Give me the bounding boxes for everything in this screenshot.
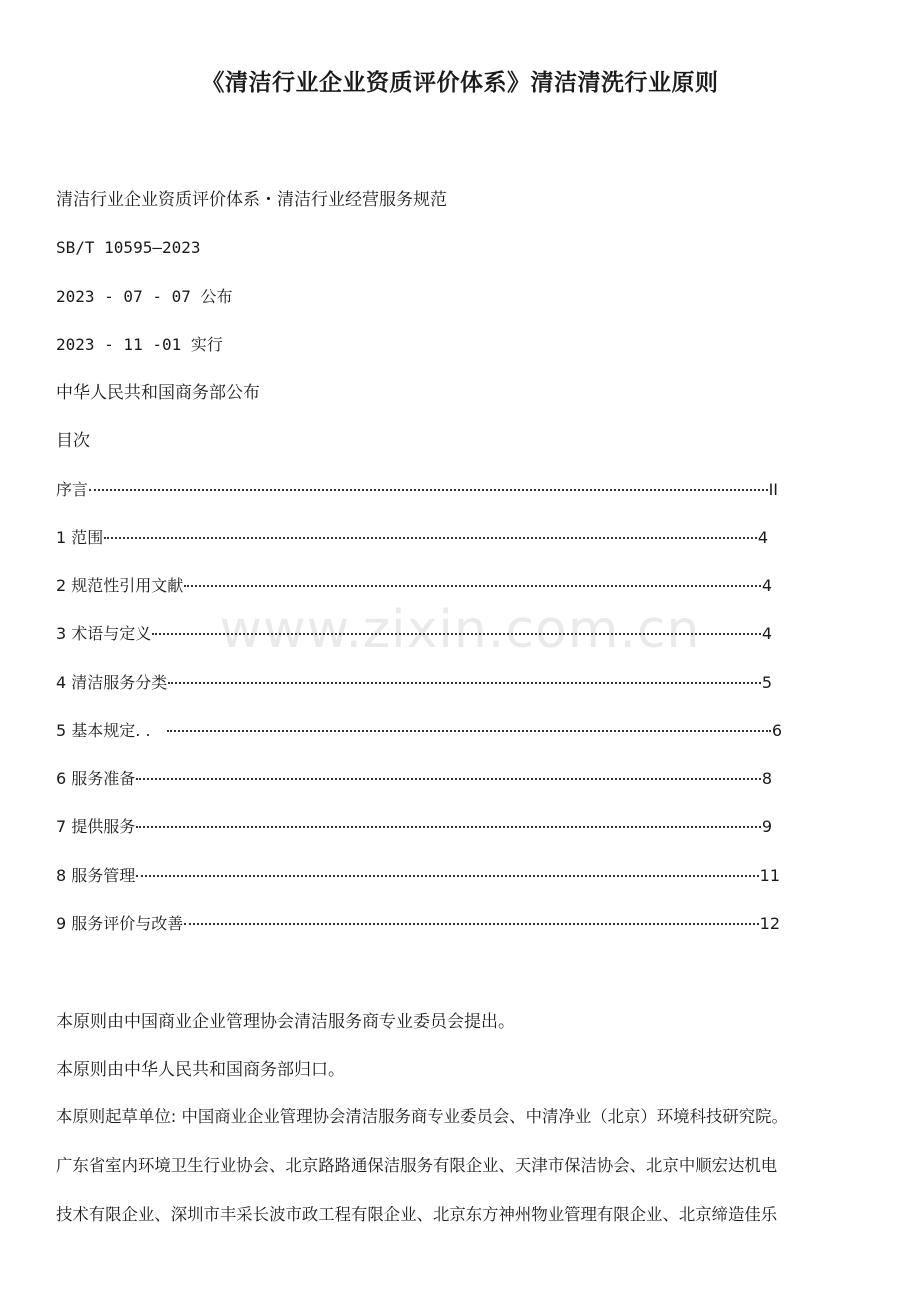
paragraph-proposer: 本原则由中国商业企业管理协会清洁服务商专业委员会提出。 [56, 1012, 515, 1032]
toc-leader-dots [136, 778, 761, 780]
toc-entry-label: 8 服务管理 [56, 866, 136, 885]
toc-entry-page: 11 [759, 866, 780, 885]
toc-entry-page: 4 [761, 576, 772, 595]
toc-leader-dots [184, 923, 758, 925]
toc-entry-label: 3 术语与定义 [56, 624, 152, 643]
toc-entry-label: 6 服务准备 [56, 769, 136, 788]
toc-leader-dots [136, 826, 761, 828]
toc-entry-page: II [768, 480, 778, 499]
toc-entry-label: 7 提供服务 [56, 817, 136, 836]
toc-entry-label: 5 基本规定. . [56, 721, 151, 740]
toc-entry-label: 序言 [56, 480, 89, 499]
toc-heading: 目次 [56, 431, 90, 451]
series-name: 清洁行业企业资质评价体系・清洁行业经营服务规范 [56, 190, 447, 210]
toc-entry-page: 6 [771, 721, 782, 740]
paragraph-drafting-units-cont-1: 广东省室内环境卫生行业协会、北京路路通保洁服务有限企业、天津市保洁协会、北京中顺宏达机电 [56, 1156, 778, 1175]
standard-number: SB/T 10595—2023 [56, 238, 201, 257]
toc-leader-dots [136, 875, 758, 877]
issuing-authority: 中华人民共和国商务部公布 [56, 383, 260, 403]
watermark: www.zixin.com.cn [219, 600, 701, 660]
toc-entry-service-management[interactable] [56, 864, 780, 888]
toc-entry-terms-definitions[interactable] [56, 622, 772, 646]
toc-entry-service-provision[interactable] [56, 815, 772, 839]
toc-entry-normative-references[interactable] [56, 574, 772, 598]
toc-entry-label: 9 服务评价与改善 [56, 914, 184, 933]
document-title: 《清洁行业企业资质评价体系》清洁清洗行业原则 [201, 70, 719, 96]
toc-leader-dots [168, 682, 761, 684]
publish-date: 2023 - 07 - 07 公布 [56, 287, 233, 306]
toc-entry-service-preparation[interactable] [56, 767, 772, 791]
paragraph-drafting-units: 本原则起草单位: 中国商业企业管理协会清洁服务商专业委员会、中清净业（北京）环境科技研究院。 [56, 1107, 788, 1126]
toc-entry-preface[interactable] [56, 478, 778, 502]
toc-entry-service-evaluation[interactable] [56, 912, 780, 936]
toc-entry-basic-provisions[interactable] [56, 719, 782, 743]
toc-leader-dots [89, 489, 768, 491]
toc-entry-scope[interactable] [56, 526, 768, 550]
paragraph-centralized: 本原则由中华人民共和国商务部归口。 [56, 1060, 345, 1080]
toc-leader-dots [184, 585, 761, 587]
toc-entry-page: 4 [757, 528, 768, 547]
toc-leader-dots [104, 537, 757, 539]
paragraph-drafting-units-cont-2: 技术有限企业、深圳市丰采长波市政工程有限企业、北京东方神州物业管理有限企业、北京缔造佳乐 [56, 1205, 778, 1224]
effective-date: 2023 - 11 -01 实行 [56, 335, 223, 354]
toc-entry-page: 9 [761, 817, 772, 836]
toc-entry-page: 12 [759, 914, 780, 933]
toc-leader-dots [152, 633, 761, 635]
toc-entry-label: 2 规范性引用文献 [56, 576, 184, 595]
toc-entry-page: 8 [761, 769, 772, 788]
toc-entry-page: 4 [761, 624, 772, 643]
toc-entry-service-classification[interactable] [56, 671, 772, 695]
toc-leader-dots [167, 730, 771, 732]
toc-entry-label: 1 范围 [56, 528, 104, 547]
toc-entry-page: 5 [761, 673, 772, 692]
toc-entry-label: 4 清洁服务分类 [56, 673, 168, 692]
